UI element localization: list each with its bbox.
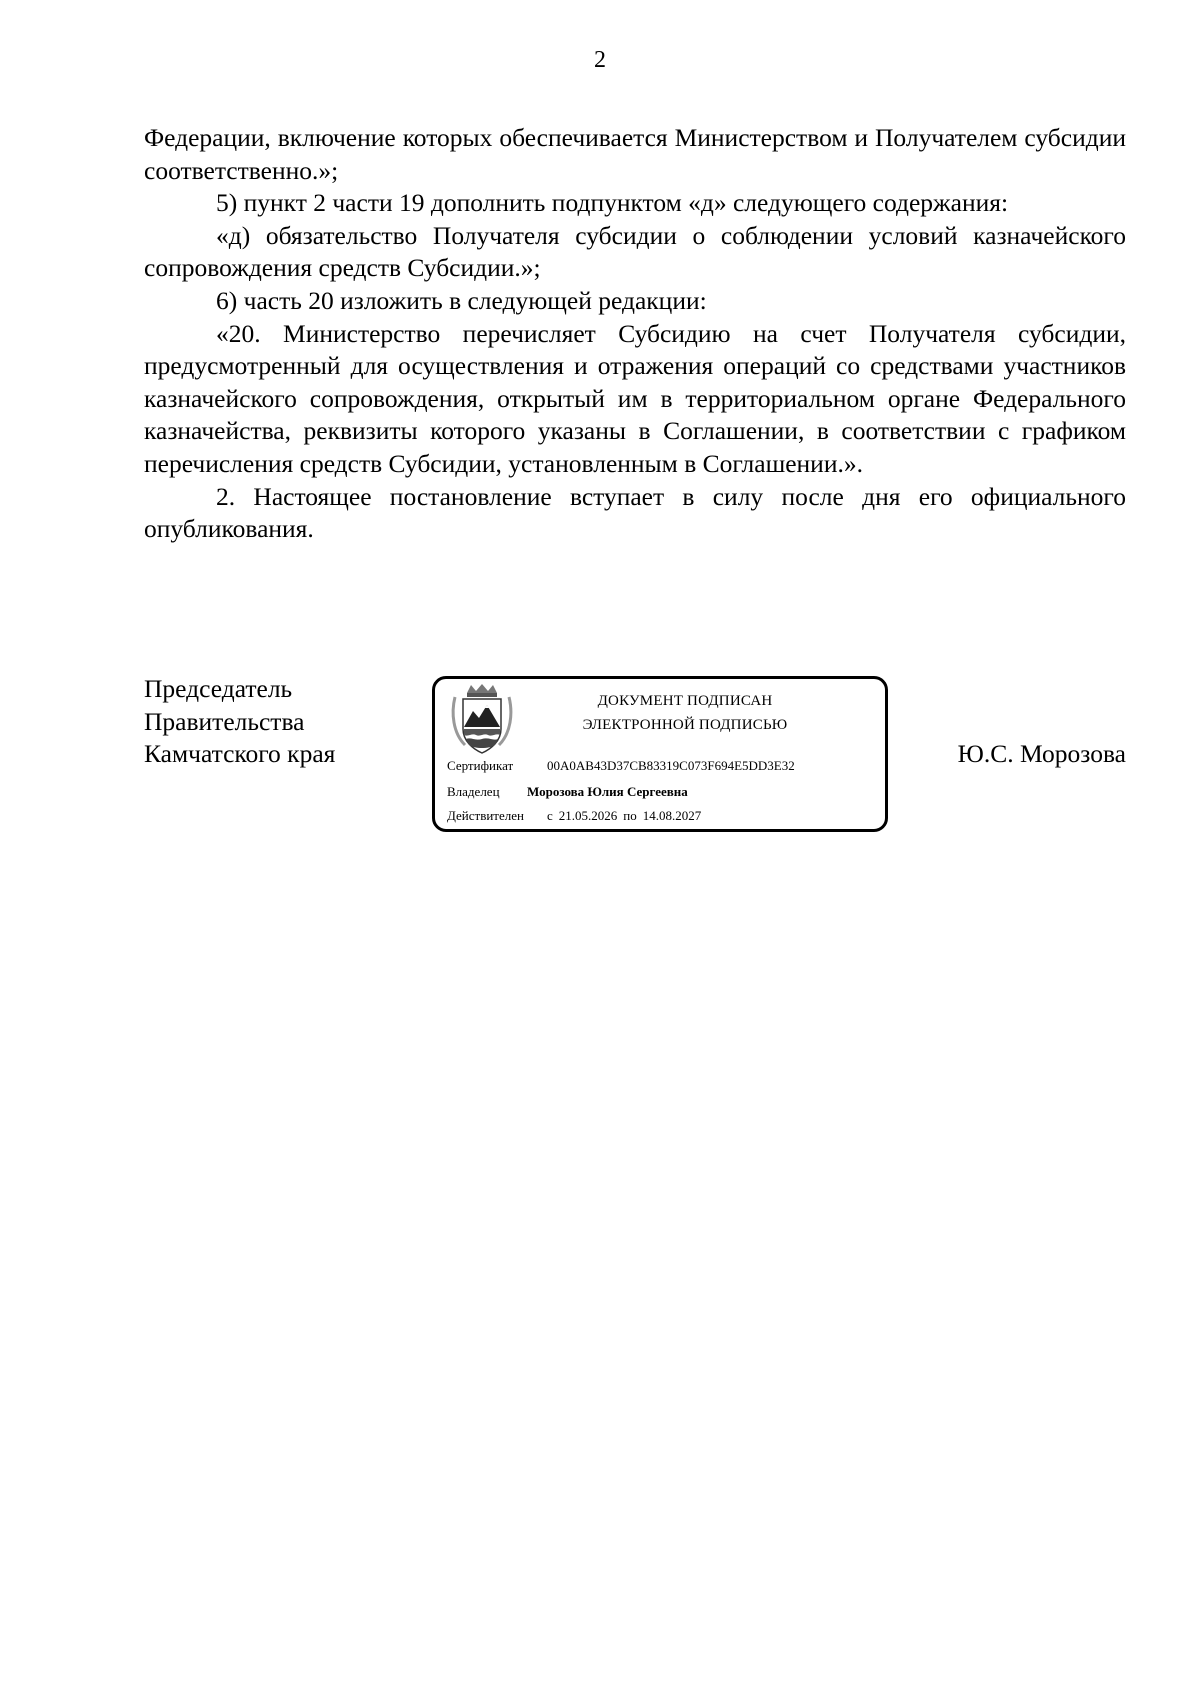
stamp-owner-row (447, 783, 688, 801)
paragraph: 6) часть 20 изложить в следующей редакции: (216, 285, 707, 315)
stamp-title-line: ДОКУМЕНТ ПОДПИСАН (597, 693, 773, 709)
page-number: 2 (594, 47, 606, 73)
stamp-title-line: ЭЛЕКТРОННОЙ ПОДПИСЬЮ (582, 717, 788, 733)
paragraph: Федерации, включение которых обеспечивается Министерством и Получателем субсидии соответственно.»; (144, 123, 1126, 185)
owner-label: Владелец (447, 784, 500, 799)
certificate-label: Сертификат (447, 758, 514, 773)
stamp-title (535, 689, 835, 737)
document-body (144, 122, 1126, 546)
valid-from-date: 21.05.2026 (558, 808, 618, 823)
owner-value: Морозова Юлия Сергеевна (527, 784, 688, 799)
valid-label: Действителен (447, 808, 524, 823)
signatory-position-line: Председатель (144, 674, 293, 703)
signatory-name: Ю.С. Морозова (957, 739, 1126, 768)
valid-from-label: с (547, 808, 553, 823)
signatory-position-line: Камчатского края (144, 739, 336, 769)
signatory-position (144, 673, 335, 771)
paragraph: 5) пункт 2 части 19 дополнить подпунктом «д» следующего содержания: (216, 188, 1009, 218)
paragraph: 2. Настоящее постановление вступает в силу после дня его официального опубликования. (144, 481, 1126, 544)
kamchatka-emblem-icon (449, 683, 515, 755)
stamp-validity-row (447, 807, 701, 825)
stamp-certificate-row (447, 757, 795, 775)
electronic-signature-stamp (432, 676, 888, 832)
certificate-value: 00A0AB43D37CB83319C073F694E5DD3E32 (547, 758, 795, 773)
valid-to-label: по (623, 808, 637, 823)
signatory-position-line: Правительства (144, 706, 305, 736)
paragraph: «д) обязательство Получателя субсидии о соблюдении условий казначейского сопровождения средств Субсидии.»; (144, 220, 1126, 283)
valid-to-date: 14.08.2027 (642, 808, 702, 823)
paragraph: «20. Министерство перечисляет Субсидию на счет Получателя субсидии, предусмотренный для осуществления и отражения операций со средствами участников казначейского сопровождения, открытый им в территориальном органе Федерального казначейства, реквизиты которого указаны в Соглашении, в соответствии с графиком перечисления средств Субсидии, установленным в Соглашении.». (144, 318, 1126, 478)
